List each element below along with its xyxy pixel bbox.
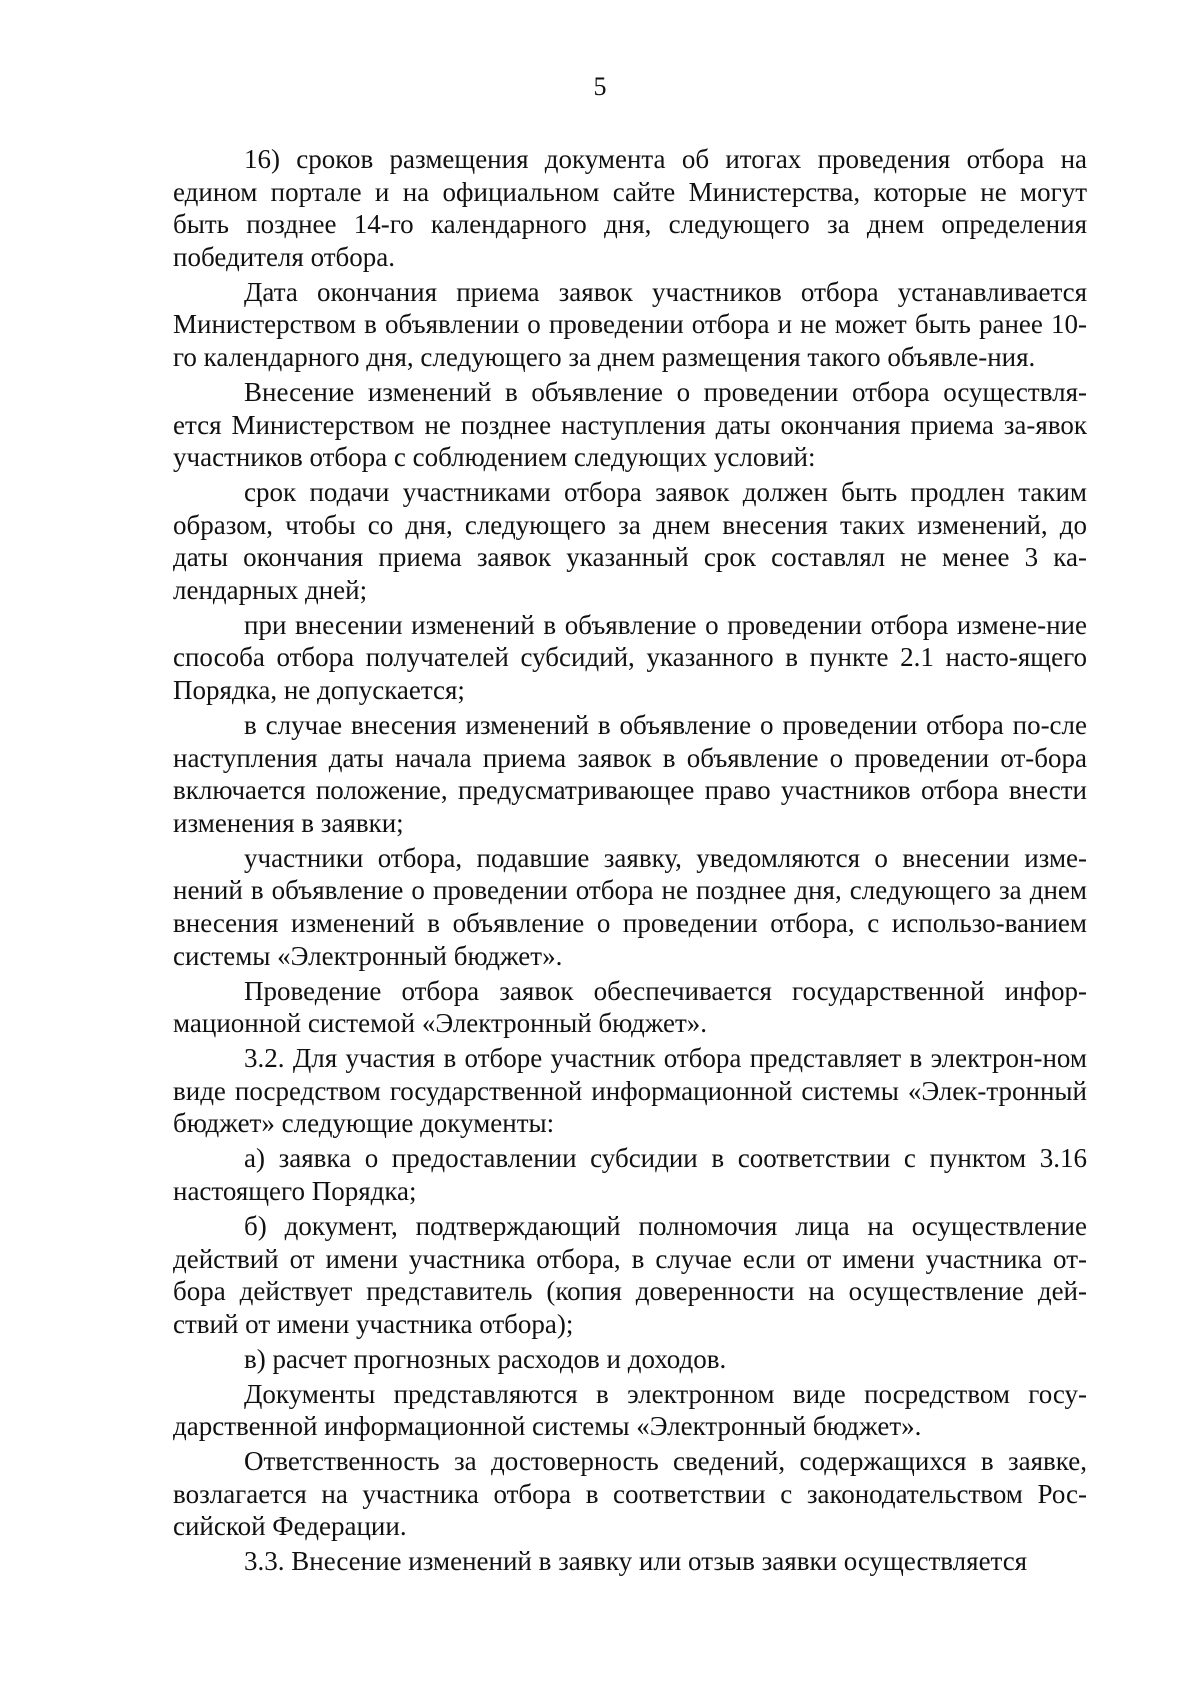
paragraph-method-change: при внесении изменений в объявление о проведении отбора измене-ние способа отбора получателей субсидий, указанного в пункте 2.1 насто-ящего Порядка, не допускается; — [173, 609, 1087, 706]
paragraph-deadline-date: Дата окончания приема заявок участников отбора устанавливается Министерством в объявлении о проведении отбора и не может быть ранее 10-го календарного дня, следующего за днем размещения такого объявле-ния. — [173, 276, 1087, 372]
paragraph-item-b: б) документ, подтверждающий полномочия лица на осуществление действий от имени участника отбора, в случае если от имени участника от-бора действует представитель (копия доверенности на осуществление дей-ствий от имени участника отбора); — [173, 1210, 1087, 1339]
paragraph-electronic-system: Проведение отбора заявок обеспечивается государственной инфор-мационной системой «Электронный бюджет». — [173, 975, 1087, 1039]
paragraph-documents-submission: Документы представляются в электронном виде посредством госу-дарственной информационной системы «Электронный бюджет». — [173, 1378, 1087, 1442]
paragraph-notification: участники отбора, подавшие заявку, уведомляются о внесении изме-нений в объявление о проведении отбора не позднее дня, следующего за днем внесения изменений в объявление о проведении отбора, с использо-ванием системы «Электронный бюджет». — [173, 842, 1087, 971]
document-body — [173, 143, 1087, 1580]
paragraph-3-3: 3.3. Внесение изменений в заявку или отзыв заявки осуществляется — [244, 1546, 1028, 1577]
paragraph-announcement-changes: Внесение изменений в объявление о проведении отбора осуществля-ется Министерством не позднее наступления даты окончания приема за-явок участников отбора с соблюдением следующих условий: — [173, 376, 1087, 473]
paragraph-item-v: в) расчет прогнозных расходов и доходов. — [244, 1343, 727, 1374]
paragraph-after-start: в случае внесения изменений в объявление о проведении отбора по-сле наступления даты начала приема заявок в объявление о проведении от-бора включается положение, предусматривающее право участников отбора внести изменения в заявки; — [173, 710, 1087, 838]
paragraph-3-2: 3.2. Для участия в отборе участник отбора представляет в электрон-ном виде посредством государственной информационной системы «Элек-тронный бюджет» следующие документы: — [173, 1043, 1087, 1139]
paragraph-item-a: а) заявка о предоставлении субсидии в соответствии с пунктом 3.16 настоящего Порядка; — [173, 1143, 1087, 1206]
page-number: 5 — [593, 72, 607, 101]
paragraph-item-16: 16) сроков размещения документа об итогах проведения отбора на едином портале и на официальном сайте Министерства, которые не могут быть позднее 14-го календарного дня, следующего за днем определения победителя отбора. — [173, 144, 1087, 272]
paragraph-responsibility: Ответственность за достоверность сведений, содержащихся в заявке, возлагается на участника отбора в соответствии с законодательством Рос-сийской Федерации. — [173, 1446, 1087, 1542]
paragraph-extension-term: срок подачи участниками отбора заявок должен быть продлен таким образом, чтобы со дня, следующего за днем внесения таких изменений, до даты окончания приема заявок указанный срок составлял не менее 3 ка-лендарных дней; — [173, 477, 1087, 605]
